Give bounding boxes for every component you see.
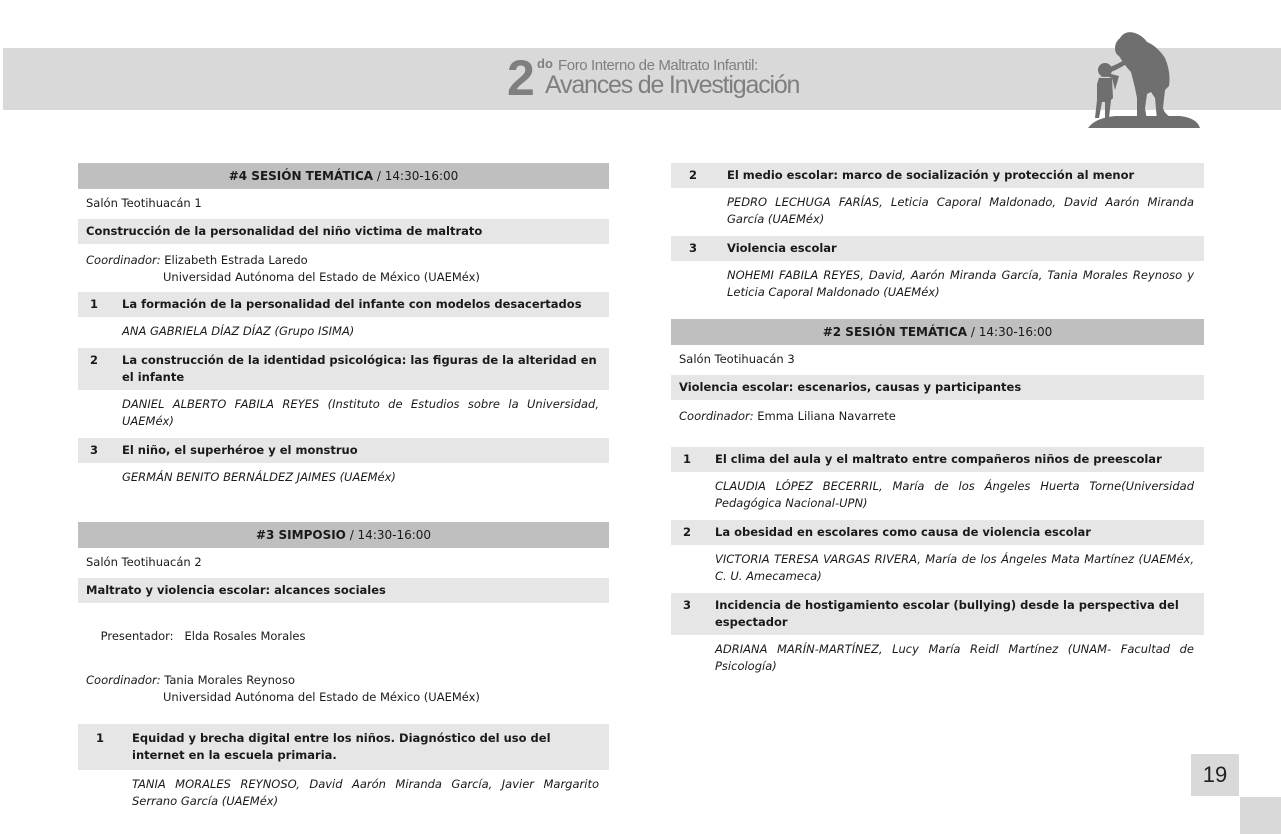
presenter-label: Presentador: [100,629,174,643]
talk-title [671,593,1204,635]
session-theme: Maltrato y violencia escolar: alcances sociales [78,578,609,603]
talk-authors: ADRIANA MARÍN-MARTÍNEZ, Lucy María Reidl Martínez (UNAM- Facultad de Psicología) [715,642,1194,673]
session-label: #3 SIMPOSIO [255,528,346,542]
talk-title [671,163,1204,188]
talk-authors: DANIEL ALBERTO FABILA REYES (Instituto de Estudios sobre la Universidad, UAEMéx) [122,397,599,428]
coordinator-label: Coordinador: [86,253,161,267]
session-time: / 14:30-16:00 [345,528,432,542]
session-4-header [78,163,609,189]
talk-title-text: Incidencia de hostigamiento escolar (bullying) desde la perspectiva del espectador [715,598,1179,629]
presenter-block [78,605,609,666]
session-label: #4 SESIÓN TEMÁTICA [228,169,374,183]
talk-title [671,447,1204,472]
coordinator-block [78,666,609,710]
talk-title-text: El niño, el superhéroe y el monstruo [122,443,358,457]
talk-number: 3 [683,598,692,612]
talk-title-text: La construcción de la identidad psicológica: las figuras de la alteridad en el infante [122,353,597,384]
talk-title [671,236,1204,261]
talk-authors: NOHEMI FABILA REYES, David, Aarón Miranda García, Tania Morales Reynoso y Leticia Caporal Maldonado (UAEMéx) [727,268,1194,299]
adult-child-silhouette-icon [1085,28,1205,132]
talk-title-text: El medio escolar: marco de socialización y protección al menor [727,168,1135,182]
page-number: 19 [1191,754,1239,796]
talk-title-text: La formación de la personalidad del infante con modelos desacertados [122,297,582,311]
session-time: / 14:30-16:00 [373,169,459,183]
talk-authors: CLAUDIA LÓPEZ BECERRIL, María de los Ángeles Huerta Torne(Universidad Pedagógica Nacional-UPN) [715,479,1194,510]
left-column [78,163,609,816]
talk-number: 2 [689,168,698,182]
talk-number: 3 [90,443,99,457]
talk-title [78,438,609,463]
talk-title [78,292,609,317]
coordinator-name: Elizabeth Estrada Laredo [160,253,308,267]
session-2-header [671,319,1204,345]
talk-title [671,520,1204,545]
talk-authors: PEDRO LECHUGA FARÍAS, Leticia Caporal Maldonado, David Aarón Miranda García (UAEMéx) [727,195,1194,226]
coordinator-block [671,402,1204,429]
talk-title-text: El clima del aula y el maltrato entre compañeros niños de preescolar [715,452,1162,466]
talk-title [78,724,609,770]
title-line-2: Avances de Investigación [545,71,800,99]
talk-title-text: La obesidad en escolares como causa de violencia escolar [715,525,1091,539]
session-room: Salón Teotihuacán 1 [86,196,202,210]
coordinator-label: Coordinador: [86,673,161,687]
symposium-3-header [78,522,609,548]
coordinator-institution: Universidad Autónoma del Estado de México (UAEMéx) [163,690,480,704]
talk-number: 1 [90,297,99,311]
session-theme: Violencia escolar: escenarios, causas y participantes [671,375,1204,400]
talk-number: 3 [689,241,698,255]
talk-authors: ANA GABRIELA DÍAZ DÍAZ (Grupo ISIMA) [122,324,355,338]
talk-number: 1 [683,452,692,466]
forum-title [507,50,807,106]
coordinator-label: Coordinador: [679,409,754,423]
ordinal-number: 2 [507,50,534,106]
talk-authors: TANIA MORALES REYNOSO, David Aarón Miranda García, Javier Margarito Serrano García (UAEMéx) [132,777,599,808]
coordinator-name: Tania Morales Reynoso [160,673,295,687]
coordinator-name: Emma Liliana Navarrete [753,409,896,423]
talk-authors: VICTORIA TERESA VARGAS RIVERA, María de los Ángeles Mata Martínez (UAEMéx, C. U. Amecameca) [715,552,1194,583]
title-line-1: Foro Interno de Maltrato Infantil: [558,57,758,74]
talk-title-text: Equidad y brecha digital entre los niños. Diagnóstico del uso del internet en la escuela primaria. [132,731,551,762]
ordinal-suffix: do [537,56,553,71]
session-room: Salón Teotihuacán 2 [86,555,202,569]
session-theme: Construcción de la personalidad del niño victima de maltrato [78,219,609,244]
talk-number: 2 [683,525,692,539]
talk-number: 2 [90,353,99,367]
corner-decoration [1240,797,1281,834]
session-time: / 14:30-16:00 [967,325,1053,339]
talk-title [78,348,609,390]
coordinator-block [78,246,609,290]
talk-number: 1 [96,731,105,745]
session-label: #2 SESIÓN TEMÁTICA [822,325,968,339]
presenter-name: Elda Rosales Morales [173,629,306,643]
talk-title-text: Violencia escolar [727,241,837,255]
right-column [671,163,1204,681]
session-room: Salón Teotihuacán 3 [679,352,795,366]
coordinator-institution: Universidad Autónoma del Estado de México (UAEMéx) [163,270,480,284]
talk-authors: GERMÁN BENITO BERNÁLDEZ JAIMES (UAEMéx) [122,470,396,484]
